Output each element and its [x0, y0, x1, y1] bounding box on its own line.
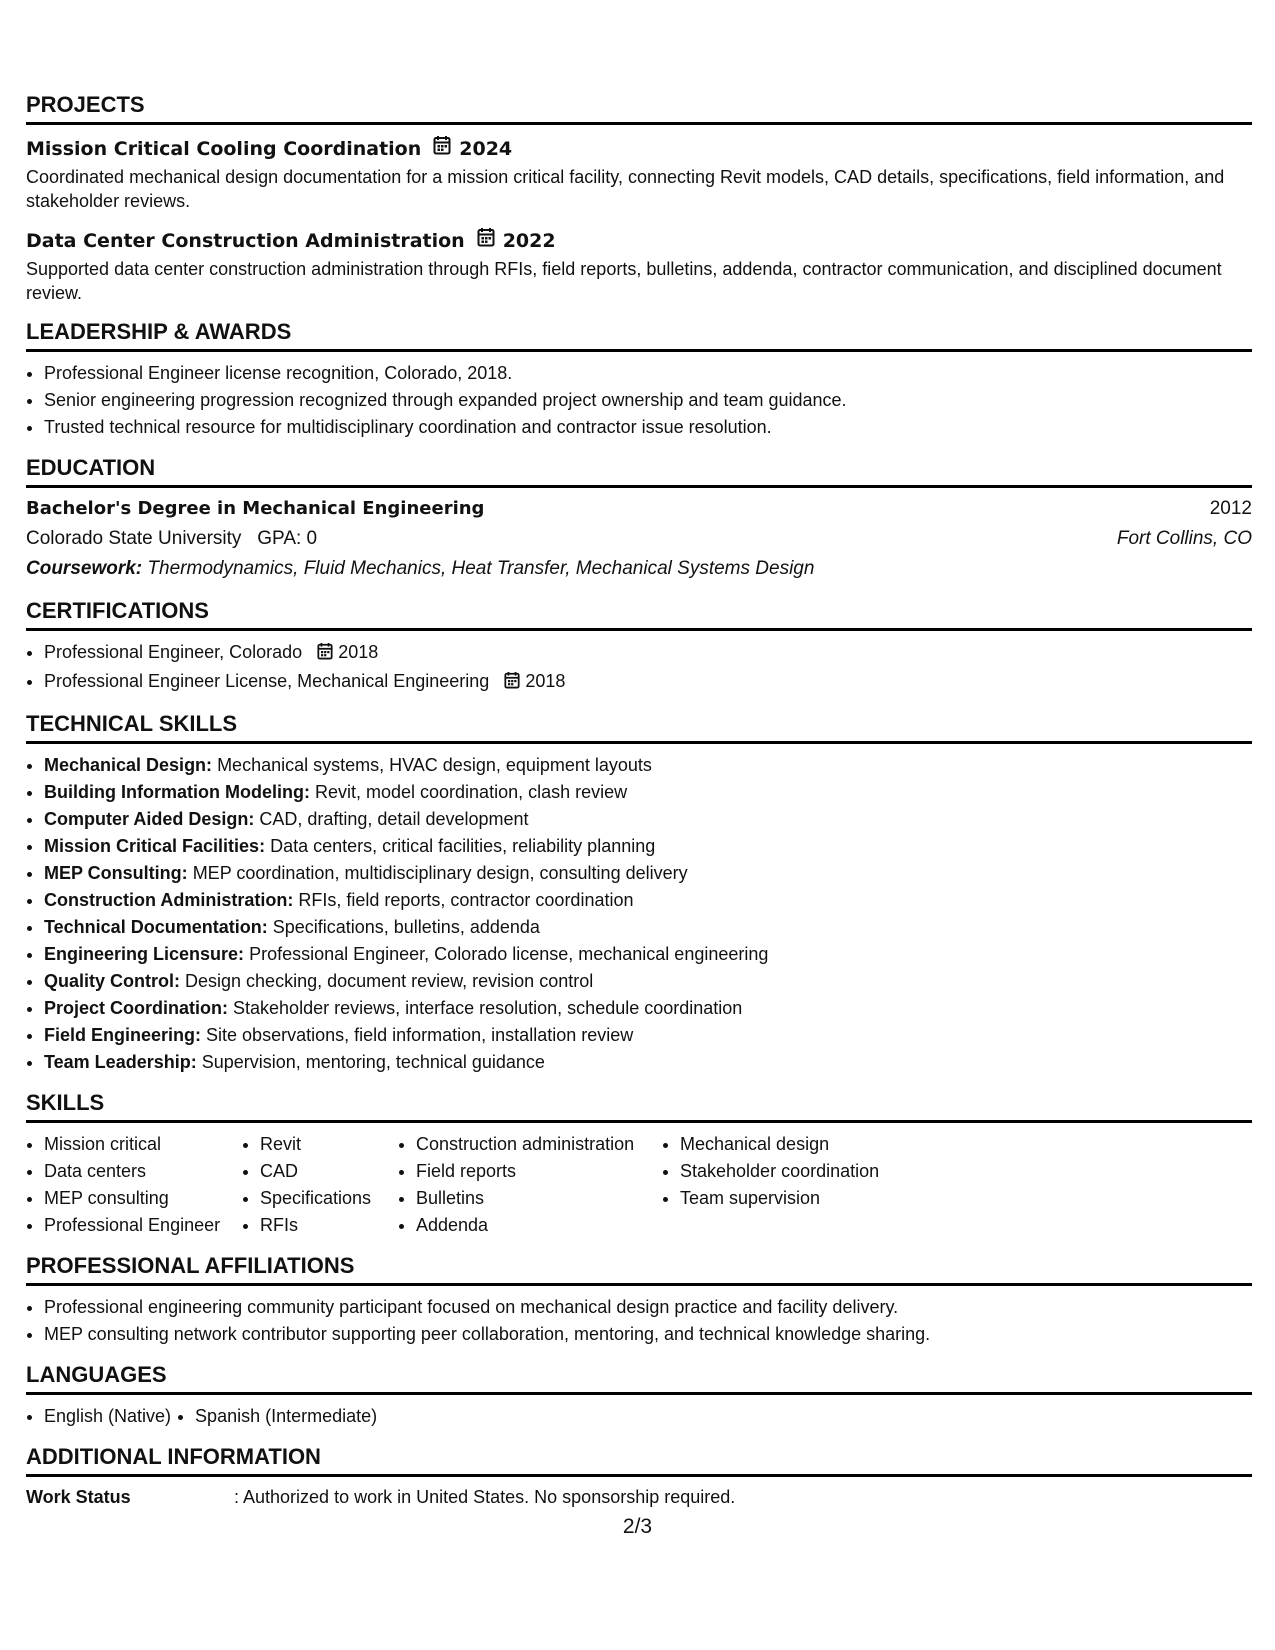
list-item: • Trusted technical resource for multidisciplinary coordination and contractor issue resolution.	[44, 414, 1252, 441]
list-item: • Senior engineering progression recognized through expanded project ownership and team guidance.	[44, 387, 1252, 414]
languages-list	[26, 1403, 1252, 1430]
list-item	[44, 806, 1252, 833]
resume-page	[26, 92, 1252, 1526]
project-year: 2024	[459, 137, 513, 160]
skill-values: Stakeholder reviews, interface resolution, schedule coordination	[233, 998, 743, 1018]
work-status-row	[26, 1482, 1252, 1512]
skill-values: CAD, drafting, detail development	[259, 809, 529, 829]
additional-section	[26, 1444, 1252, 1512]
list-item: • Stakeholder coordination	[680, 1158, 980, 1185]
degree-name: Bachelor's Degree in Mechanical Engineering	[26, 498, 485, 519]
page-number: 2/3	[622, 1515, 653, 1538]
coursework-list: Thermodynamics, Fluid Mechanics, Heat Transfer, Mechanical Systems Design	[147, 558, 815, 579]
affiliations-section	[26, 1253, 1252, 1348]
skills-section	[26, 1090, 1252, 1239]
school-name: Colorado State University	[26, 528, 242, 549]
project-description: Supported data center construction administration through RFIs, field reports, bulletins, addenda, contractor communication, and disciplined document review.	[26, 259, 1222, 303]
project-item	[26, 227, 1252, 305]
skill-category: Project Coordination:	[44, 998, 228, 1018]
skills-column	[242, 1131, 398, 1239]
list-item: • Addenda	[416, 1212, 662, 1239]
cert-name: Professional Engineer, Colorado	[44, 642, 303, 662]
skill-values: Design checking, document review, revision control	[185, 971, 594, 991]
calendar-icon	[477, 227, 495, 254]
skills-column	[662, 1131, 980, 1239]
skill-category: Engineering Licensure:	[44, 944, 245, 964]
list-item	[44, 668, 1252, 697]
skill-category: Mechanical Design:	[44, 755, 213, 775]
list-item: • Spanish (Intermediate)	[195, 1403, 377, 1430]
skill-values: Professional Engineer, Colorado license, mechanical engineering	[249, 944, 769, 964]
section-title-additional: ADDITIONAL INFORMATION	[26, 1444, 1252, 1477]
skills-columns	[26, 1131, 1252, 1239]
school-location: Fort Collins, CO	[1116, 528, 1252, 549]
list-item: • Mechanical design	[680, 1131, 980, 1158]
list-item	[44, 779, 1252, 806]
skill-values: Mechanical systems, HVAC design, equipment layouts	[217, 755, 652, 775]
languages-section	[26, 1362, 1252, 1430]
coursework-label: Coursework:	[26, 558, 143, 579]
section-title-leadership: LEADERSHIP & AWARDS	[26, 319, 1252, 352]
skill-category: MEP Consulting:	[44, 863, 188, 883]
skill-category: Building Information Modeling:	[44, 782, 310, 802]
list-item	[44, 639, 1252, 668]
section-title-technical-skills: TECHNICAL SKILLS	[26, 711, 1252, 744]
skill-values: MEP coordination, multidisciplinary design, consulting delivery	[192, 863, 688, 883]
skills-column	[398, 1131, 662, 1239]
list-item: • Field reports	[416, 1158, 662, 1185]
work-status-label: Work Status	[26, 1487, 131, 1507]
list-item: • Specifications	[260, 1185, 398, 1212]
list-item	[44, 752, 1252, 779]
technical-skills-section	[26, 711, 1252, 1076]
list-item	[44, 941, 1252, 968]
list-item: • MEP consulting	[44, 1185, 242, 1212]
education-section	[26, 455, 1252, 584]
list-item	[44, 1022, 1252, 1049]
project-year: 2022	[502, 229, 556, 252]
certifications-section	[26, 598, 1252, 697]
skill-category: Mission Critical Facilities:	[44, 836, 266, 856]
project-description: Coordinated mechanical design documentation for a mission critical facility, connecting Revit models, CAD details, specifications, field information, and stakeholder reviews.	[26, 167, 1225, 211]
gpa: GPA: 0	[257, 528, 318, 549]
section-title-skills: SKILLS	[26, 1090, 1252, 1123]
leadership-list	[26, 360, 1252, 441]
cert-year: 2018	[338, 642, 379, 662]
graduation-year: 2012	[1209, 498, 1252, 519]
calendar-icon	[433, 135, 451, 162]
calendar-icon	[504, 670, 520, 697]
list-item	[44, 860, 1252, 887]
skills-column	[26, 1131, 242, 1239]
list-item	[44, 1049, 1252, 1076]
list-item: • Construction administration	[416, 1131, 662, 1158]
skill-values: Data centers, critical facilities, reliability planning	[270, 836, 656, 856]
skill-values: Specifications, bulletins, addenda	[272, 917, 540, 937]
list-item: • Revit	[260, 1131, 398, 1158]
calendar-icon	[317, 641, 333, 668]
list-item: • Professional Engineer license recognition, Colorado, 2018.	[44, 360, 1252, 387]
skill-values: RFIs, field reports, contractor coordination	[298, 890, 634, 910]
list-item	[44, 887, 1252, 914]
cert-name: Professional Engineer License, Mechanical Engineering	[44, 671, 490, 691]
section-title-certifications: CERTIFICATIONS	[26, 598, 1252, 631]
list-item	[44, 833, 1252, 860]
project-name: Mission Critical Cooling Coordination	[26, 137, 422, 160]
project-item	[26, 135, 1252, 213]
list-item: • Professional Engineer	[44, 1212, 242, 1239]
list-item: • Team supervision	[680, 1185, 980, 1212]
work-status-value: : Authorized to work in United States. No sponsorship required.	[234, 1487, 736, 1507]
list-item: • RFIs	[260, 1212, 398, 1239]
list-item: • Mission critical	[44, 1131, 242, 1158]
skill-category: Computer Aided Design:	[44, 809, 255, 829]
list-item: • Professional engineering community participant focused on mechanical design practice and facility delivery.	[44, 1294, 1252, 1321]
skill-category: Field Engineering:	[44, 1025, 202, 1045]
section-title-languages: LANGUAGES	[26, 1362, 1252, 1395]
list-item: • MEP consulting network contributor supporting peer collaboration, mentoring, and technical knowledge sharing.	[44, 1321, 1252, 1348]
section-title-education: EDUCATION	[26, 455, 1252, 488]
list-item	[44, 995, 1252, 1022]
list-item	[44, 914, 1252, 941]
list-item: • English (Native)	[44, 1403, 171, 1430]
list-item: • CAD	[260, 1158, 398, 1185]
section-title-affiliations: PROFESSIONAL AFFILIATIONS	[26, 1253, 1252, 1286]
skill-values: Site observations, field information, installation review	[206, 1025, 634, 1045]
certifications-list	[26, 639, 1252, 697]
skill-values: Supervision, mentoring, technical guidance	[201, 1052, 545, 1072]
cert-year: 2018	[525, 671, 566, 691]
skill-category: Quality Control:	[44, 971, 180, 991]
list-item	[44, 968, 1252, 995]
affiliations-list	[26, 1294, 1252, 1348]
list-item: • Bulletins	[416, 1185, 662, 1212]
technical-skills-list	[26, 752, 1252, 1076]
skill-category: Team Leadership:	[44, 1052, 197, 1072]
leadership-section	[26, 319, 1252, 441]
section-title-projects: PROJECTS	[26, 92, 1252, 125]
skill-values: Revit, model coordination, clash review	[314, 782, 628, 802]
skill-category: Construction Administration:	[44, 890, 294, 910]
list-item: • Data centers	[44, 1158, 242, 1185]
projects-section	[26, 92, 1252, 305]
project-name: Data Center Construction Administration	[26, 229, 465, 252]
skill-category: Technical Documentation:	[44, 917, 268, 937]
